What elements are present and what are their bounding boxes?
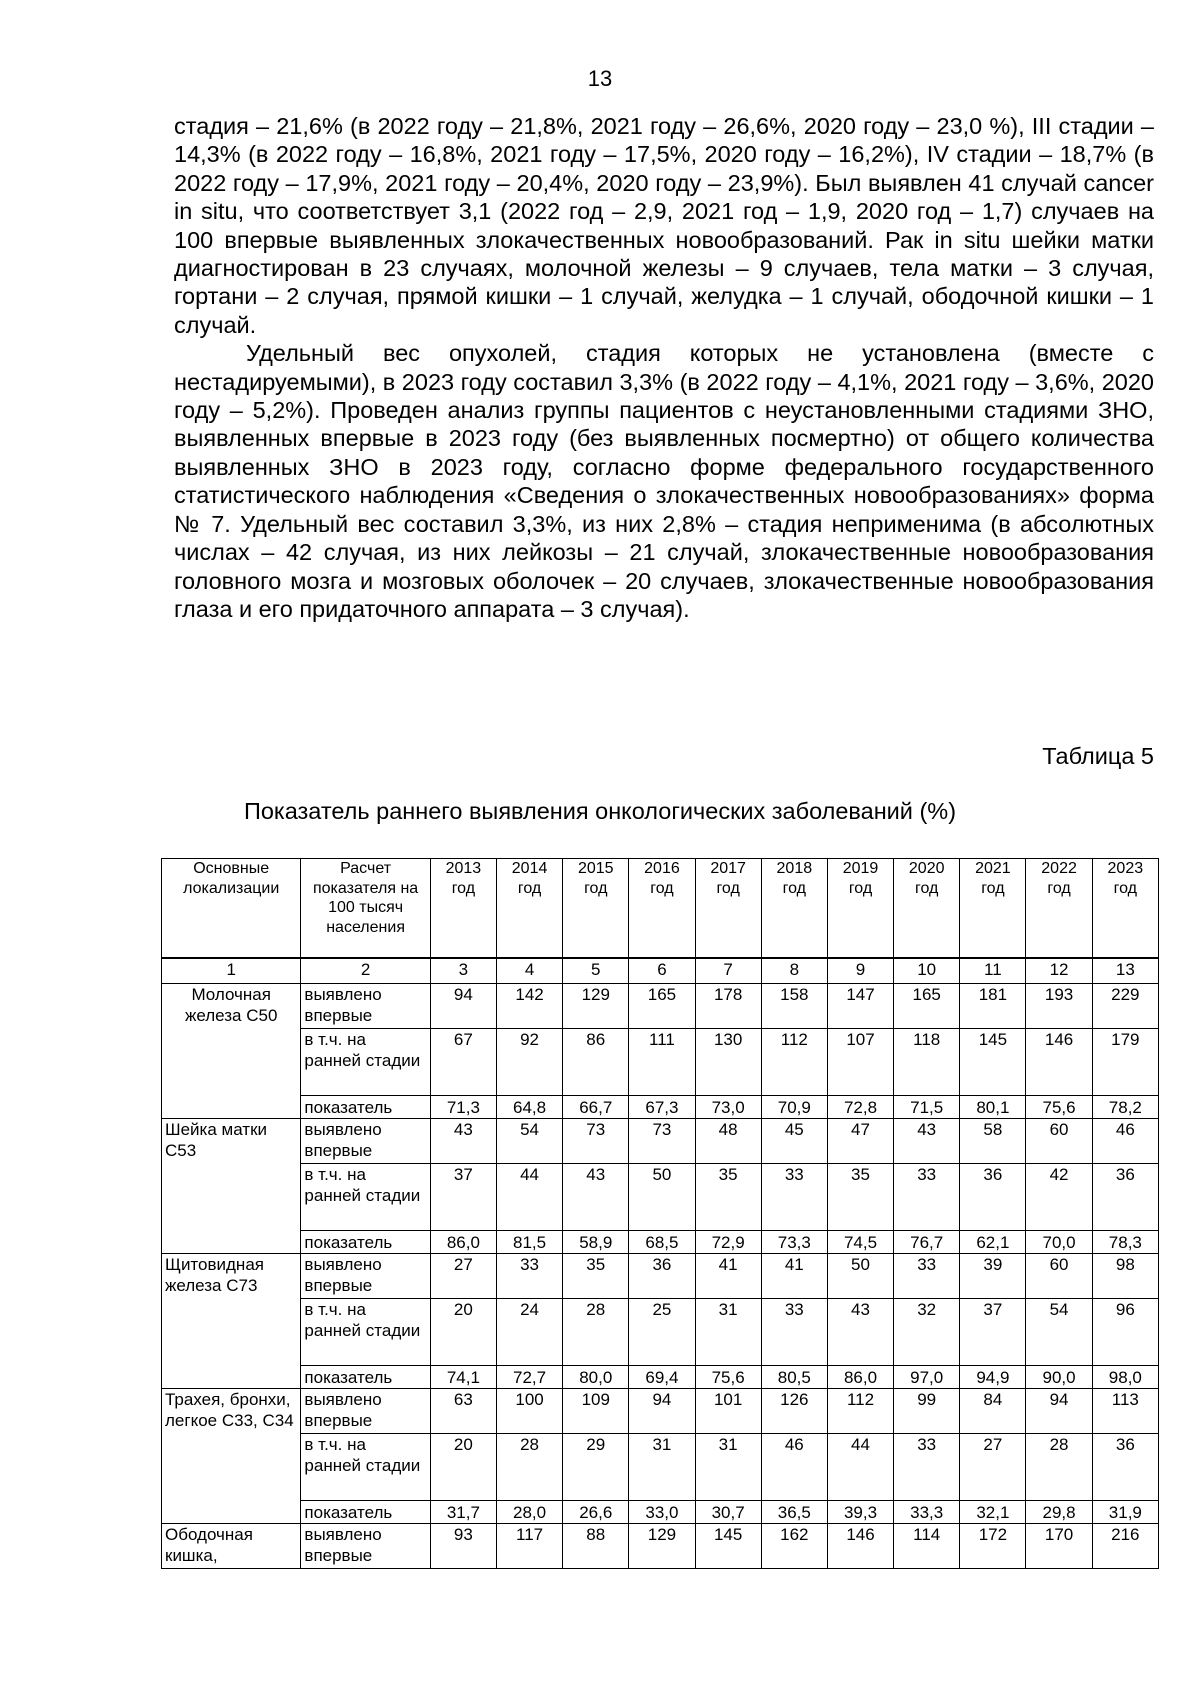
- table-title: Показатель раннего выявления онкологических заболеваний (%): [243, 798, 957, 824]
- value-cell: 109: [563, 1389, 629, 1434]
- column-number-cell: 2: [301, 958, 430, 984]
- value-cell: 72,9: [695, 1231, 761, 1254]
- value-cell: 36: [1092, 1434, 1158, 1501]
- value-cell: 67: [430, 1029, 496, 1096]
- value-cell: 33,3: [894, 1501, 960, 1524]
- value-cell: 80,5: [761, 1366, 827, 1389]
- value-cell: 179: [1092, 1029, 1158, 1096]
- table-row: [162, 1366, 1159, 1389]
- value-cell: 33: [761, 1299, 827, 1366]
- value-cell: 88: [563, 1524, 629, 1569]
- value-cell: 71,5: [894, 1096, 960, 1119]
- value-cell: 90,0: [1026, 1366, 1092, 1389]
- value-cell: 181: [960, 984, 1026, 1029]
- value-cell: 162: [761, 1524, 827, 1569]
- value-cell: 27: [960, 1434, 1026, 1501]
- value-cell: 35: [827, 1164, 893, 1231]
- table-header-row: [162, 859, 1159, 959]
- value-cell: 50: [827, 1254, 893, 1299]
- value-cell: 50: [629, 1164, 695, 1231]
- value-cell: 99: [894, 1389, 960, 1434]
- value-cell: 114: [894, 1524, 960, 1569]
- header-cell: 2019 год: [827, 859, 893, 959]
- value-cell: 76,7: [894, 1231, 960, 1254]
- header-cell: 2014 год: [496, 859, 562, 959]
- value-cell: 80,1: [960, 1096, 1026, 1119]
- value-cell: 60: [1026, 1119, 1092, 1164]
- table-row: [162, 1119, 1159, 1164]
- value-cell: 42: [1026, 1164, 1092, 1231]
- value-cell: 28: [563, 1299, 629, 1366]
- column-number-row: [162, 958, 1159, 984]
- value-cell: 33,0: [629, 1501, 695, 1524]
- value-cell: 28: [1026, 1434, 1092, 1501]
- value-cell: 31: [695, 1434, 761, 1501]
- value-cell: 74,5: [827, 1231, 893, 1254]
- value-cell: 126: [761, 1389, 827, 1434]
- value-cell: 64,8: [496, 1096, 562, 1119]
- value-cell: 60: [1026, 1254, 1092, 1299]
- value-cell: 36,5: [761, 1501, 827, 1524]
- value-cell: 111: [629, 1029, 695, 1096]
- value-cell: 68,5: [629, 1231, 695, 1254]
- value-cell: 145: [695, 1524, 761, 1569]
- calc-label-cell: выявлено впервые: [301, 1524, 430, 1569]
- value-cell: 39,3: [827, 1501, 893, 1524]
- value-cell: 31,7: [430, 1501, 496, 1524]
- value-cell: 94,9: [960, 1366, 1026, 1389]
- value-cell: 28,0: [496, 1501, 562, 1524]
- value-cell: 47: [827, 1119, 893, 1164]
- value-cell: 96: [1092, 1299, 1158, 1366]
- value-cell: 66,7: [563, 1096, 629, 1119]
- value-cell: 58,9: [563, 1231, 629, 1254]
- value-cell: 44: [496, 1164, 562, 1231]
- value-cell: 30,7: [695, 1501, 761, 1524]
- value-cell: 69,4: [629, 1366, 695, 1389]
- location-cell: Щитовидная железа С73: [162, 1254, 301, 1389]
- value-cell: 129: [563, 984, 629, 1029]
- value-cell: 70,0: [1026, 1231, 1092, 1254]
- value-cell: 72,8: [827, 1096, 893, 1119]
- value-cell: 73: [629, 1119, 695, 1164]
- value-cell: 73,3: [761, 1231, 827, 1254]
- column-number-cell: 9: [827, 958, 893, 984]
- table-row: [162, 1389, 1159, 1434]
- value-cell: 117: [496, 1524, 562, 1569]
- value-cell: 43: [894, 1119, 960, 1164]
- header-cell: 2022 год: [1026, 859, 1092, 959]
- table-label: Таблица 5: [1042, 743, 1154, 769]
- value-cell: 93: [430, 1524, 496, 1569]
- column-number-cell: 5: [563, 958, 629, 984]
- value-cell: 44: [827, 1434, 893, 1501]
- column-number-cell: 7: [695, 958, 761, 984]
- column-number-cell: 12: [1026, 958, 1092, 984]
- value-cell: 41: [695, 1254, 761, 1299]
- header-cell: 2016 год: [629, 859, 695, 959]
- table-row: [162, 1231, 1159, 1254]
- value-cell: 73: [563, 1119, 629, 1164]
- value-cell: 33: [894, 1254, 960, 1299]
- column-number-cell: 3: [430, 958, 496, 984]
- value-cell: 72,7: [496, 1366, 562, 1389]
- value-cell: 78,2: [1092, 1096, 1158, 1119]
- header-cell: Расчет показателя на 100 тысяч населения: [301, 859, 430, 959]
- column-number-cell: 10: [894, 958, 960, 984]
- value-cell: 62,1: [960, 1231, 1026, 1254]
- paragraph-2: Удельный вес опухолей, стадия которых не установлена (вместе с нестадируемыми), в 2023 году составил 3,3% (в 2022 году – 4,1%, 2021 году – 3,6%, 2020 году – 5,2%). Проведен анализ группы пациентов с неустановленными стадиями ЗНО, выявленных впервые в 2023 году (без выявленных посмертно) от общего количества выявленных ЗНО в 2023 году, согласно форме федерального государственного статистического наблюдения «Сведения о злокачественных новообразованиях» форма № 7. Удельный вес составил 3,3%, из них 2,8% – стадия неприменима (в абсолютных числах – 42 случая, из них лейкозы – 21 случай, злокачественные новообразования головного мозга и мозговых оболочек – 20 случаев, злокачественные новообразования глаза и его придаточного аппарата – 3 случая).: [174, 340, 1154, 622]
- value-cell: 43: [827, 1299, 893, 1366]
- column-number-cell: 11: [960, 958, 1026, 984]
- value-cell: 33: [894, 1434, 960, 1501]
- value-cell: 31: [695, 1299, 761, 1366]
- value-cell: 98,0: [1092, 1366, 1158, 1389]
- value-cell: 170: [1026, 1524, 1092, 1569]
- table-row: [162, 1299, 1159, 1366]
- value-cell: 80,0: [563, 1366, 629, 1389]
- value-cell: 94: [1026, 1389, 1092, 1434]
- value-cell: 37: [430, 1164, 496, 1231]
- value-cell: 78,3: [1092, 1231, 1158, 1254]
- header-cell: 2020 год: [894, 859, 960, 959]
- value-cell: 33: [894, 1164, 960, 1231]
- value-cell: 145: [960, 1029, 1026, 1096]
- value-cell: 113: [1092, 1389, 1158, 1434]
- value-cell: 26,6: [563, 1501, 629, 1524]
- value-cell: 101: [695, 1389, 761, 1434]
- calc-label-cell: в т.ч. на ранней стадии: [301, 1164, 430, 1231]
- table-row: [162, 1096, 1159, 1119]
- value-cell: 146: [827, 1524, 893, 1569]
- value-cell: 46: [761, 1434, 827, 1501]
- value-cell: 67,3: [629, 1096, 695, 1119]
- column-number-cell: 6: [629, 958, 695, 984]
- calc-label-cell: в т.ч. на ранней стадии: [301, 1299, 430, 1366]
- location-cell: Ободочная кишка,: [162, 1524, 301, 1569]
- calc-label-cell: в т.ч. на ранней стадии: [301, 1029, 430, 1096]
- value-cell: 39: [960, 1254, 1026, 1299]
- value-cell: 86,0: [430, 1231, 496, 1254]
- value-cell: 54: [496, 1119, 562, 1164]
- value-cell: 37: [960, 1299, 1026, 1366]
- value-cell: 107: [827, 1029, 893, 1096]
- value-cell: 142: [496, 984, 562, 1029]
- header-cell: Основные локализации: [162, 859, 301, 959]
- value-cell: 54: [1026, 1299, 1092, 1366]
- value-cell: 193: [1026, 984, 1092, 1029]
- value-cell: 48: [695, 1119, 761, 1164]
- value-cell: 81,5: [496, 1231, 562, 1254]
- value-cell: 27: [430, 1254, 496, 1299]
- value-cell: 172: [960, 1524, 1026, 1569]
- value-cell: 33: [761, 1164, 827, 1231]
- early-detection-table: [161, 858, 1159, 1569]
- value-cell: 32,1: [960, 1501, 1026, 1524]
- value-cell: 43: [563, 1164, 629, 1231]
- value-cell: 71,3: [430, 1096, 496, 1119]
- column-number-cell: 4: [496, 958, 562, 984]
- calc-label-cell: в т.ч. на ранней стадии: [301, 1434, 430, 1501]
- value-cell: 63: [430, 1389, 496, 1434]
- value-cell: 118: [894, 1029, 960, 1096]
- value-cell: 112: [827, 1389, 893, 1434]
- value-cell: 29: [563, 1434, 629, 1501]
- value-cell: 165: [629, 984, 695, 1029]
- value-cell: 97,0: [894, 1366, 960, 1389]
- value-cell: 74,1: [430, 1366, 496, 1389]
- header-cell: 2017 год: [695, 859, 761, 959]
- value-cell: 35: [563, 1254, 629, 1299]
- column-number-cell: 1: [162, 958, 301, 984]
- calc-label-cell: выявлено впервые: [301, 984, 430, 1029]
- calc-label-cell: показатель: [301, 1366, 430, 1389]
- header-cell: 2021 год: [960, 859, 1026, 959]
- calc-label-cell: выявлено впервые: [301, 1389, 430, 1434]
- value-cell: 94: [430, 984, 496, 1029]
- value-cell: 92: [496, 1029, 562, 1096]
- value-cell: 84: [960, 1389, 1026, 1434]
- body-text: [174, 112, 1154, 623]
- location-cell: Трахея, бронхи, легкое С33, С34: [162, 1389, 301, 1524]
- value-cell: 216: [1092, 1524, 1158, 1569]
- value-cell: 147: [827, 984, 893, 1029]
- value-cell: 28: [496, 1434, 562, 1501]
- value-cell: 24: [496, 1299, 562, 1366]
- header-cell: 2018 год: [761, 859, 827, 959]
- value-cell: 36: [1092, 1164, 1158, 1231]
- value-cell: 31,9: [1092, 1501, 1158, 1524]
- value-cell: 32: [894, 1299, 960, 1366]
- value-cell: 25: [629, 1299, 695, 1366]
- calc-label-cell: выявлено впервые: [301, 1119, 430, 1164]
- value-cell: 41: [761, 1254, 827, 1299]
- location-cell: Шейка матки С53: [162, 1119, 301, 1254]
- value-cell: 70,9: [761, 1096, 827, 1119]
- value-cell: 178: [695, 984, 761, 1029]
- value-cell: 36: [629, 1254, 695, 1299]
- table-row: [162, 1434, 1159, 1501]
- value-cell: 31: [629, 1434, 695, 1501]
- column-number-cell: 8: [761, 958, 827, 984]
- value-cell: 94: [629, 1389, 695, 1434]
- header-cell: 2023 год: [1092, 859, 1158, 959]
- value-cell: 29,8: [1026, 1501, 1092, 1524]
- calc-label-cell: показатель: [301, 1096, 430, 1119]
- value-cell: 100: [496, 1389, 562, 1434]
- table-row: [162, 1254, 1159, 1299]
- value-cell: 33: [496, 1254, 562, 1299]
- calc-label-cell: показатель: [301, 1231, 430, 1254]
- table-row: [162, 1164, 1159, 1231]
- value-cell: 98: [1092, 1254, 1158, 1299]
- value-cell: 46: [1092, 1119, 1158, 1164]
- calc-label-cell: показатель: [301, 1501, 430, 1524]
- header-cell: 2015 год: [563, 859, 629, 959]
- value-cell: 165: [894, 984, 960, 1029]
- table-row: [162, 1501, 1159, 1524]
- value-cell: 20: [430, 1299, 496, 1366]
- value-cell: 75,6: [695, 1366, 761, 1389]
- value-cell: 43: [430, 1119, 496, 1164]
- calc-label-cell: выявлено впервые: [301, 1254, 430, 1299]
- paragraph-1: стадия – 21,6% (в 2022 году – 21,8%, 2021 году – 26,6%, 2020 году – 23,0 %), III стадии – 14,3% (в 2022 году – 16,8%, 2021 году – 17,5%, 2020 году – 16,2%), IV стадии – 18,7% (в 2022 году – 17,9%, 2021 году – 20,4%, 2020 году – 23,9%). Был выявлен 41 случай cancer in situ, что соответствует 3,1 (2022 год – 2,9, 2021 год – 1,9, 2020 год – 1,7) случаев на 100 впервые выявленных злокачественных новообразований. Рак in situ шейки матки диагностирован в 23 случаях, молочной железы – 9 случаев, тела матки – 3 случая, гортани – 2 случая, прямой кишки – 1 случай, желудка – 1 случай, ободочной кишки – 1 случай.: [174, 113, 1154, 338]
- value-cell: 36: [960, 1164, 1026, 1231]
- value-cell: 86: [563, 1029, 629, 1096]
- location-cell: Молочная железа С50: [162, 984, 301, 1119]
- value-cell: 129: [629, 1524, 695, 1569]
- table-row: [162, 984, 1159, 1029]
- value-cell: 158: [761, 984, 827, 1029]
- column-number-cell: 13: [1092, 958, 1158, 984]
- value-cell: 130: [695, 1029, 761, 1096]
- page-number: 13: [587, 66, 613, 91]
- value-cell: 58: [960, 1119, 1026, 1164]
- value-cell: 20: [430, 1434, 496, 1501]
- header-cell: 2013 год: [430, 859, 496, 959]
- value-cell: 75,6: [1026, 1096, 1092, 1119]
- value-cell: 86,0: [827, 1366, 893, 1389]
- table-row: [162, 1029, 1159, 1096]
- value-cell: 73,0: [695, 1096, 761, 1119]
- value-cell: 112: [761, 1029, 827, 1096]
- value-cell: 229: [1092, 984, 1158, 1029]
- value-cell: 146: [1026, 1029, 1092, 1096]
- table-row: [162, 1524, 1159, 1569]
- value-cell: 35: [695, 1164, 761, 1231]
- value-cell: 45: [761, 1119, 827, 1164]
